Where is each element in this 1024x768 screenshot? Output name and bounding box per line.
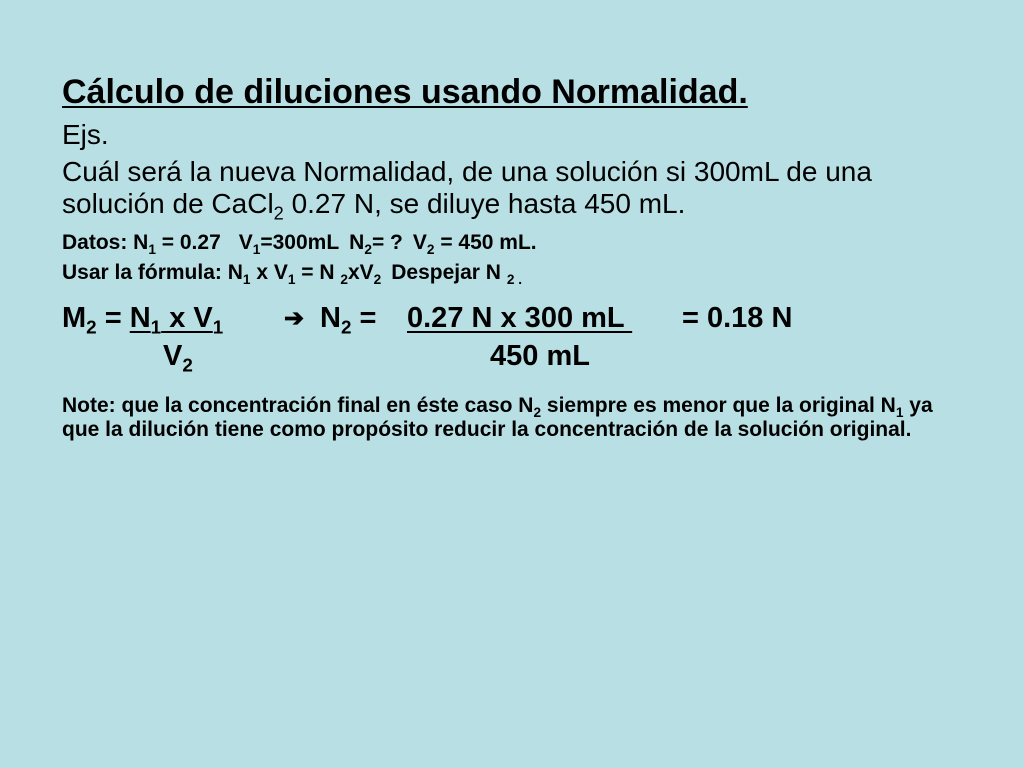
formula-result-lhs: $N_2$ = [320,302,377,338]
problem-statement: Cuál será la nueva Normalidad, de una solución si 300mL de una solución de CaCl$_2$ 0.27 N, se diluye hasta 450 mL. [62,156,872,224]
arrow-right-icon: ➔ [284,305,305,332]
slide-title: Cálculo de diluciones usando Normalidad. [62,73,748,111]
data-line: Datos: $N_1 = 0.27$ $V_1=300mL$ $N_2=$ ? $V_2 = 450$ mL. [62,231,537,257]
calculation-result: = 0.18 N [682,302,793,334]
note-text: Note: que la concentración final en éste caso $N_2$ siempre es menor que la original $N_1$ ya que la dilución tiene como propósito reducir la concentración de la solución original. [62,394,933,441]
formula-lhs: $M_2 = N_1$ x $V_1$ [62,302,224,338]
dilution-formula [62,302,962,394]
formula-usage-line: Usar la fórmula: $N_1$ x $V_1 = N$ $_2xV_2$ Despejar N $_{2 .}$ [62,261,522,287]
slide-content [62,72,962,442]
calculation-denominator: 450 mL [490,340,590,372]
calculation-numerator: 0.27 N x 300 mL [407,302,633,334]
formula-numerator: $N_1$ x $V_1$ [129,302,224,338]
examples-label: Ejs. [62,119,109,150]
formula-denominator: $V_2$ [163,340,193,376]
